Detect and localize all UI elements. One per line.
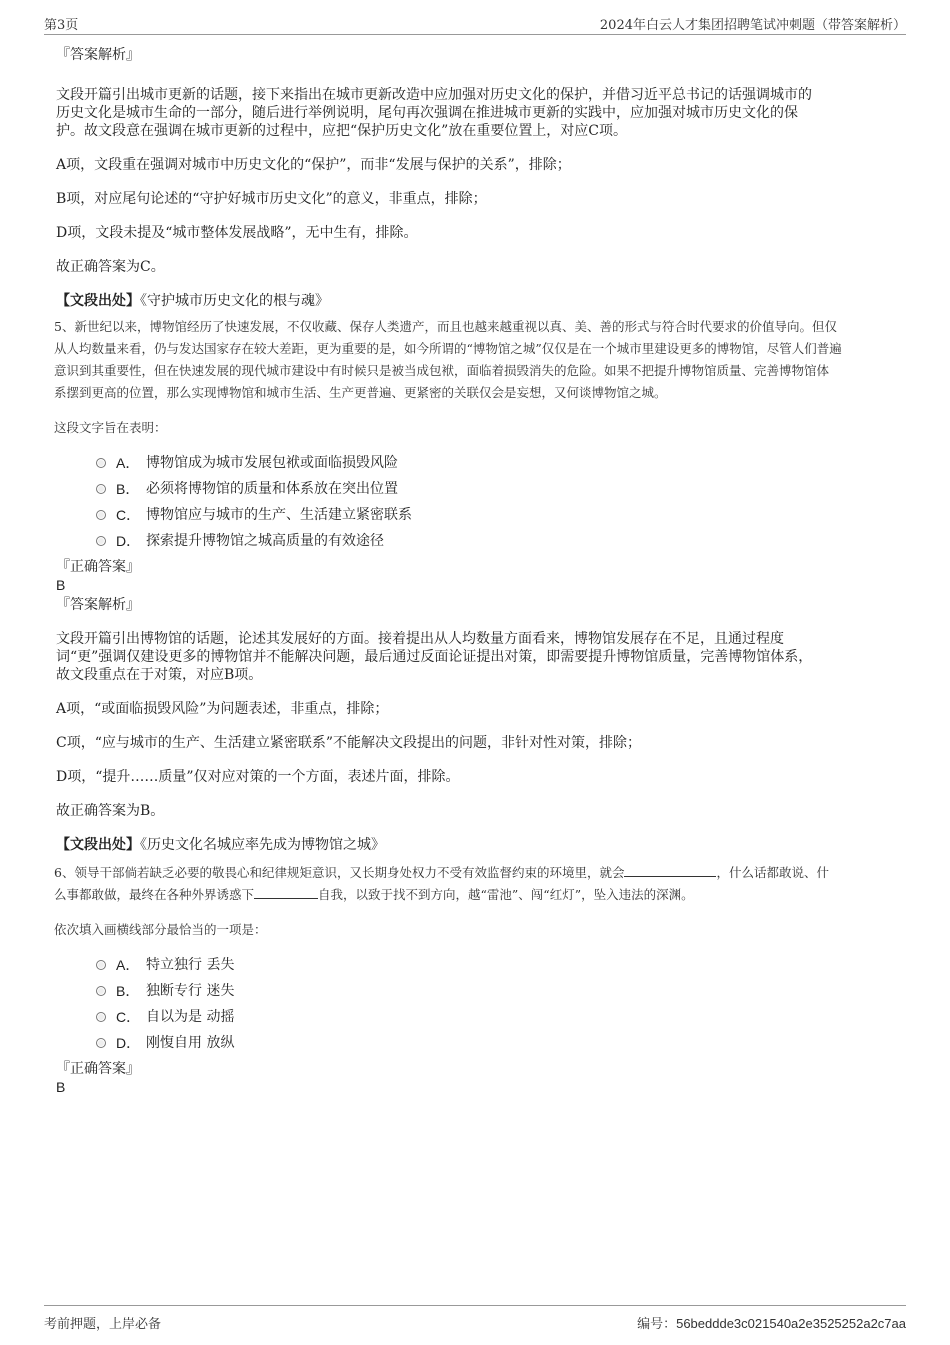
question-6-prompt: 依次填入画横线部分最恰当的一项是： [54, 922, 267, 937]
code-label: 编号： [637, 1317, 677, 1332]
page-number: 第3页 [44, 18, 79, 33]
page-header [44, 14, 906, 35]
radio-button[interactable] [96, 960, 106, 970]
blank-2 [254, 886, 318, 899]
question-5-options [96, 450, 896, 554]
option-letter: C． [116, 1009, 141, 1025]
analysis-line: 护。故文段意在强调在城市更新的过程中，应把“保护历史文化”放在重要位置上，对应C项。 [56, 123, 628, 139]
radio-button[interactable] [96, 986, 106, 996]
question-5-prompt: 这段文字旨在表明： [54, 420, 167, 435]
option-text: 刚愎自用 放纵 [146, 1035, 235, 1051]
radio-button[interactable] [96, 510, 106, 520]
correct-answer: B [56, 577, 66, 593]
question-6-options [96, 952, 896, 1056]
source-tag: 【文段出处】 [56, 293, 140, 309]
code-value: 56beddde3c021540a2e3525252a2c7aa [676, 1316, 906, 1331]
analysis-conclusion: 故正确答案为C。 [56, 259, 165, 275]
option-letter: A． [116, 957, 140, 973]
option-d[interactable] [96, 528, 896, 554]
option-letter: B． [116, 983, 140, 999]
option-a[interactable] [96, 952, 896, 978]
question-line: 从人均数量来看，仍与发达国家存在较大差距，更为重要的是，如今所谓的“博物馆之城”仅仅是在一个城市里建设更多的博物馆，尽管人们普遍 [54, 341, 842, 356]
question-6-stem [54, 862, 900, 906]
analysis-line: 历史文化是城市生命的一部分，随后进行举例说明，尾句再次强调在推进城市更新的实践中，应加强对城市历史文化的保 [56, 105, 798, 121]
radio-button[interactable] [96, 536, 106, 546]
analysis-line: 文段开篇引出城市更新的话题，接下来指出在城市更新改造中应加强对历史文化的保护，并借习近平总书记的话强调城市的 [56, 87, 812, 103]
analysis-option-d: D项，文段未提及“城市整体发展战略”，无中生有，排除。 [56, 225, 418, 241]
question-text: 么事都敢做，最终在各种外界诱惑下 [54, 887, 255, 902]
source-citation [56, 836, 896, 854]
source-title: 《历史文化名城应率先成为博物馆之城》 [140, 837, 385, 853]
question-text: ，什么话都敢说、什 [716, 865, 829, 880]
option-c[interactable] [96, 502, 896, 528]
analysis-option-c: C项，“应与城市的生产、生活建立紧密联系”不能解决文段提出的问题，非针对性对策，排除； [56, 735, 642, 751]
analysis-paragraph [56, 86, 896, 140]
radio-button[interactable] [96, 458, 106, 468]
correct-answer-mark: 『正确答案』 [56, 559, 140, 575]
question-line: 系摆到更高的位置，那么实现博物馆和城市生活、生产更普遍、更紧密的关联仅会是妄想，又何谈博物馆之城。 [54, 385, 667, 400]
analysis-option-b: B项，对应尾句论述的“守护好城市历史文化”的意义，非重点，排除； [56, 191, 487, 207]
question-text: 自我，以致于找不到方向，越“雷池”、闯“红灯”，坠入违法的深渊。 [318, 887, 694, 902]
analysis-option-d: D项，“提升……质量”仅对应对策的一个方面，表述片面，排除。 [56, 769, 460, 785]
source-citation [56, 292, 896, 310]
question-line [54, 862, 900, 884]
option-text: 自以为是 动摇 [146, 1009, 235, 1025]
option-b[interactable] [96, 476, 896, 502]
option-text: 独断专行 迷失 [146, 983, 235, 999]
option-text: 必须将博物馆的质量和体系放在突出位置 [146, 481, 398, 497]
option-text: 探索提升博物馆之城高质量的有效途径 [146, 533, 384, 549]
footer-slogan: 考前押题，上岸必备 [44, 1317, 162, 1332]
analysis-option-a: A项，“或面临损毁风险”为问题表述，非重点，排除； [56, 701, 389, 717]
option-text: 博物馆应与城市的生产、生活建立紧密联系 [146, 507, 412, 523]
source-tag: 【文段出处】 [56, 837, 140, 853]
blank-1 [624, 864, 716, 877]
option-text: 博物馆成为城市发展包袱或面临损毁风险 [146, 455, 398, 471]
option-text: 特立独行 丢失 [146, 957, 235, 973]
option-a[interactable] [96, 450, 896, 476]
analysis-mark: 『答案解析』 [56, 597, 140, 613]
question-line [54, 884, 900, 906]
analysis-line: 词“更”强调仅建设更多的博物馆并不能解决问题，最后通过反面论证提出对策，即需要提升博物馆质量，完善博物馆体系， [56, 649, 813, 665]
question-5-stem [54, 316, 900, 404]
document-code [637, 1313, 906, 1332]
radio-button[interactable] [96, 484, 106, 494]
option-c[interactable] [96, 1004, 896, 1030]
option-letter: B． [116, 481, 140, 497]
analysis-line: 文段开篇引出博物馆的话题，论述其发展好的方面。接着提出从人均数量方面看来，博物馆发展存在不足，且通过程度 [56, 631, 784, 647]
option-b[interactable] [96, 978, 896, 1004]
page-footer [44, 1305, 906, 1332]
option-letter: A． [116, 455, 140, 471]
correct-answer: B [56, 1079, 66, 1095]
radio-button[interactable] [96, 1038, 106, 1048]
source-title: 《守护城市历史文化的根与魂》 [140, 293, 329, 309]
option-letter: D． [116, 1035, 141, 1051]
analysis-option-a: A项，文段重在强调对城市中历史文化的“保护”，而非“发展与保护的关系”，排除； [56, 157, 571, 173]
option-d[interactable] [96, 1030, 896, 1056]
analysis-paragraph [56, 630, 896, 684]
option-letter: C． [116, 507, 141, 523]
question-line: 意识到其重要性，但在快速发展的现代城市建设中有时候只是被当成包袱，面临着损毁消失的危险。如果不把提升博物馆质量、完善博物馆体 [54, 363, 830, 378]
analysis-conclusion: 故正确答案为B。 [56, 803, 165, 819]
question-line: 5、新世纪以来，博物馆经历了快速发展，不仅收藏、保存人类遗产，而且也越来越重视以真、美、善的形式与符合时代要求的价值导向。但仅 [54, 319, 837, 334]
document-title: 2024年白云人才集团招聘笔试冲刺题（带答案解析） [599, 18, 906, 33]
document-body [56, 40, 896, 1096]
correct-answer-mark: 『正确答案』 [56, 1061, 140, 1077]
question-text: 6、领导干部倘若缺乏必要的敬畏心和纪律规矩意识，又长期身处权力不受有效监督约束的环境里，就会 [54, 865, 625, 880]
analysis-mark: 『答案解析』 [56, 47, 140, 63]
radio-button[interactable] [96, 1012, 106, 1022]
analysis-line: 故文段重点在于对策，对应B项。 [56, 667, 263, 683]
option-letter: D． [116, 533, 141, 549]
